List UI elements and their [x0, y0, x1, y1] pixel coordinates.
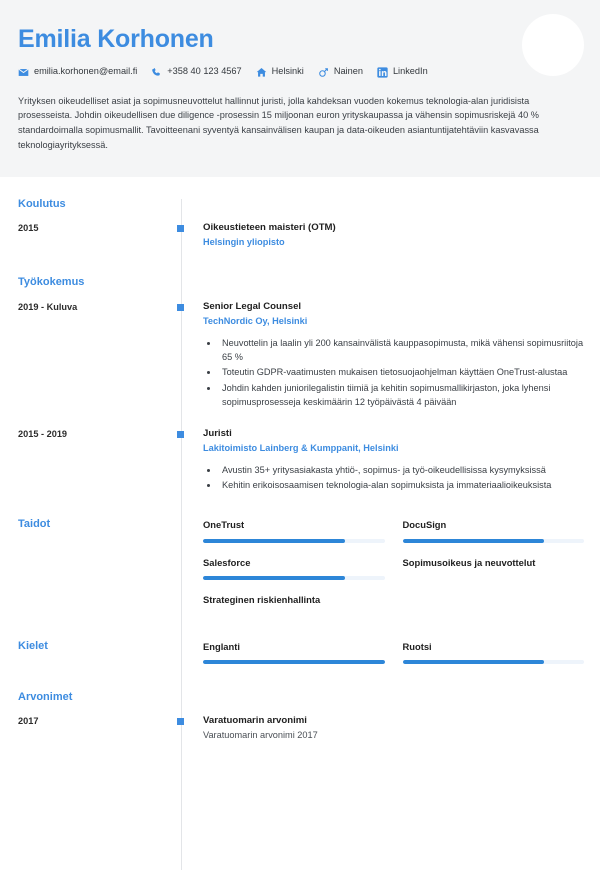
language-label: Englanti	[203, 641, 240, 653]
timeline-marker-icon	[177, 431, 184, 438]
section-education	[0, 199, 600, 210]
skills-grid	[203, 519, 584, 631]
skill-item	[403, 557, 585, 594]
skill-label: Strateginen riskienhallinta	[203, 593, 321, 605]
education-degree: Oikeustieteen maisteri (OTM)	[203, 222, 336, 233]
contact-row	[18, 67, 582, 78]
skill-level-bar	[203, 539, 385, 543]
experience-job-title: Juristi	[203, 428, 232, 440]
skill-label: DocuSign	[402, 519, 447, 531]
avatar	[522, 14, 584, 76]
language-level-fill	[203, 660, 385, 664]
list-item: • Avustin 35+ yritysasiakasta yhtiö-, sopimus- ja työ-oikeudellisissa kysymyksissä	[219, 463, 584, 477]
language-item	[203, 641, 385, 678]
contact-phone-label: +358 40 123 4567	[167, 66, 242, 77]
contact-linkedin[interactable]	[377, 67, 428, 78]
honor-description: Varatuomarin arvonimi 2017	[203, 730, 318, 741]
experience-entry	[0, 301, 600, 410]
phone-icon	[151, 67, 162, 78]
contact-phone[interactable]	[151, 67, 241, 78]
linkedin-icon	[377, 67, 388, 78]
contact-location[interactable]	[256, 67, 304, 78]
list-item: • Kehitin erikoisosaamisen teknologia-alan sopimuksista ja immateriaalioikeuksista	[219, 478, 584, 492]
education-institution: Helsingin yliopisto	[203, 236, 285, 247]
skill-level-fill	[403, 539, 545, 543]
timeline-marker-icon	[177, 718, 184, 725]
section-title-honors: Arvonimet	[18, 691, 73, 704]
skill-level-bar	[403, 539, 585, 543]
skill-level-fill	[203, 539, 345, 543]
home-icon	[256, 67, 267, 78]
skill-item	[403, 519, 585, 556]
skill-label: Salesforce	[203, 556, 251, 568]
contact-linkedin-label: LinkedIn	[392, 66, 428, 77]
section-skills	[0, 519, 600, 631]
contact-email-label: emilia.korhonen@email.fi	[34, 66, 138, 77]
experience-job-title: Senior Legal Counsel	[203, 301, 302, 313]
section-title-education: Koulutus	[18, 198, 66, 210]
section-experience	[0, 277, 600, 288]
section-honors	[0, 692, 600, 703]
education-entry	[0, 222, 600, 249]
experience-entry	[0, 428, 600, 493]
experience-bullet-list	[203, 336, 584, 410]
skill-item	[203, 519, 385, 556]
section-title-languages: Kielet	[18, 640, 48, 653]
skill-level-fill	[203, 576, 345, 580]
language-label: Ruotsi	[402, 641, 432, 653]
page-title: Emilia Korhonen	[18, 25, 214, 53]
languages-grid	[203, 641, 584, 678]
language-level-bar	[203, 660, 385, 664]
section-title-experience: Työkokemus	[18, 276, 85, 289]
contact-email[interactable]	[18, 67, 137, 78]
professional-summary: Yrityksen oikeudelliset asiat ja sopimusneuvottelut hallinnut juristi, jolla kahdeksan vuoden kokemus teknologia-alan juridisista prosesseista. Johdin oikeudellisen due diligence -prosessin 15 miljoonan euron yrityskaupassa ja vähensin sopimusriskejä 40 % standardoimalla sopimusmallit. Tavoitteenani syventyä kansainvälisen kaupan ja data-oikeuden asiantuntijatehtäviin kasvavassa teknologiayrityksessä.	[18, 95, 539, 151]
list-item: • Toteutin GDPR-vaatimusten mukaisen tietosuojaohjelman käyttäen OneTrust-alustaa	[219, 365, 584, 379]
skill-label: Sopimusoikeus ja neuvottelut	[402, 556, 536, 568]
education-entry-date: 2015	[18, 223, 39, 233]
gender-icon	[318, 67, 329, 78]
timeline-marker-icon	[177, 225, 184, 232]
resume-header	[0, 0, 600, 177]
list-item: • Johdin kahden juniorilegalistin tiimiä ja kehitin sopimusmallikirjaston, joka lyhensi sopimusprosesseja keskimäärin 12 työpäivästä 4 päivään	[219, 381, 584, 410]
language-item	[403, 641, 585, 678]
resume-body	[0, 199, 600, 870]
experience-entry-date: 2019 - Kuluva	[18, 302, 78, 313]
skill-item	[203, 594, 385, 631]
timeline-marker-icon	[177, 304, 184, 311]
contact-gender[interactable]	[318, 67, 363, 78]
skill-label: OneTrust	[203, 519, 245, 531]
skill-level-bar	[203, 576, 385, 580]
experience-company: TechNordic Oy, Helsinki	[203, 316, 308, 327]
honor-entry-date: 2017	[18, 716, 39, 727]
section-title-skills: Taidot	[18, 518, 51, 531]
section-languages	[0, 641, 600, 678]
contact-location-label: Helsinki	[271, 66, 304, 77]
list-item: • Neuvottelin ja laalin yli 200 kansainvälistä kauppasopimusta, mikä vähensi sopimusriitoja 65 %	[219, 336, 584, 365]
honor-title: Varatuomarin arvonimi	[203, 715, 307, 727]
honor-entry	[0, 715, 600, 742]
language-level-fill	[403, 660, 545, 664]
language-level-bar	[403, 660, 585, 664]
contact-gender-label: Nainen	[333, 66, 363, 77]
experience-entry-date: 2015 - 2019	[18, 429, 68, 440]
experience-company: Lakitoimisto Lainberg & Kumppanit, Helsinki	[203, 443, 399, 454]
skill-item	[203, 557, 385, 594]
experience-bullet-list	[203, 463, 584, 493]
envelope-icon	[18, 67, 29, 78]
